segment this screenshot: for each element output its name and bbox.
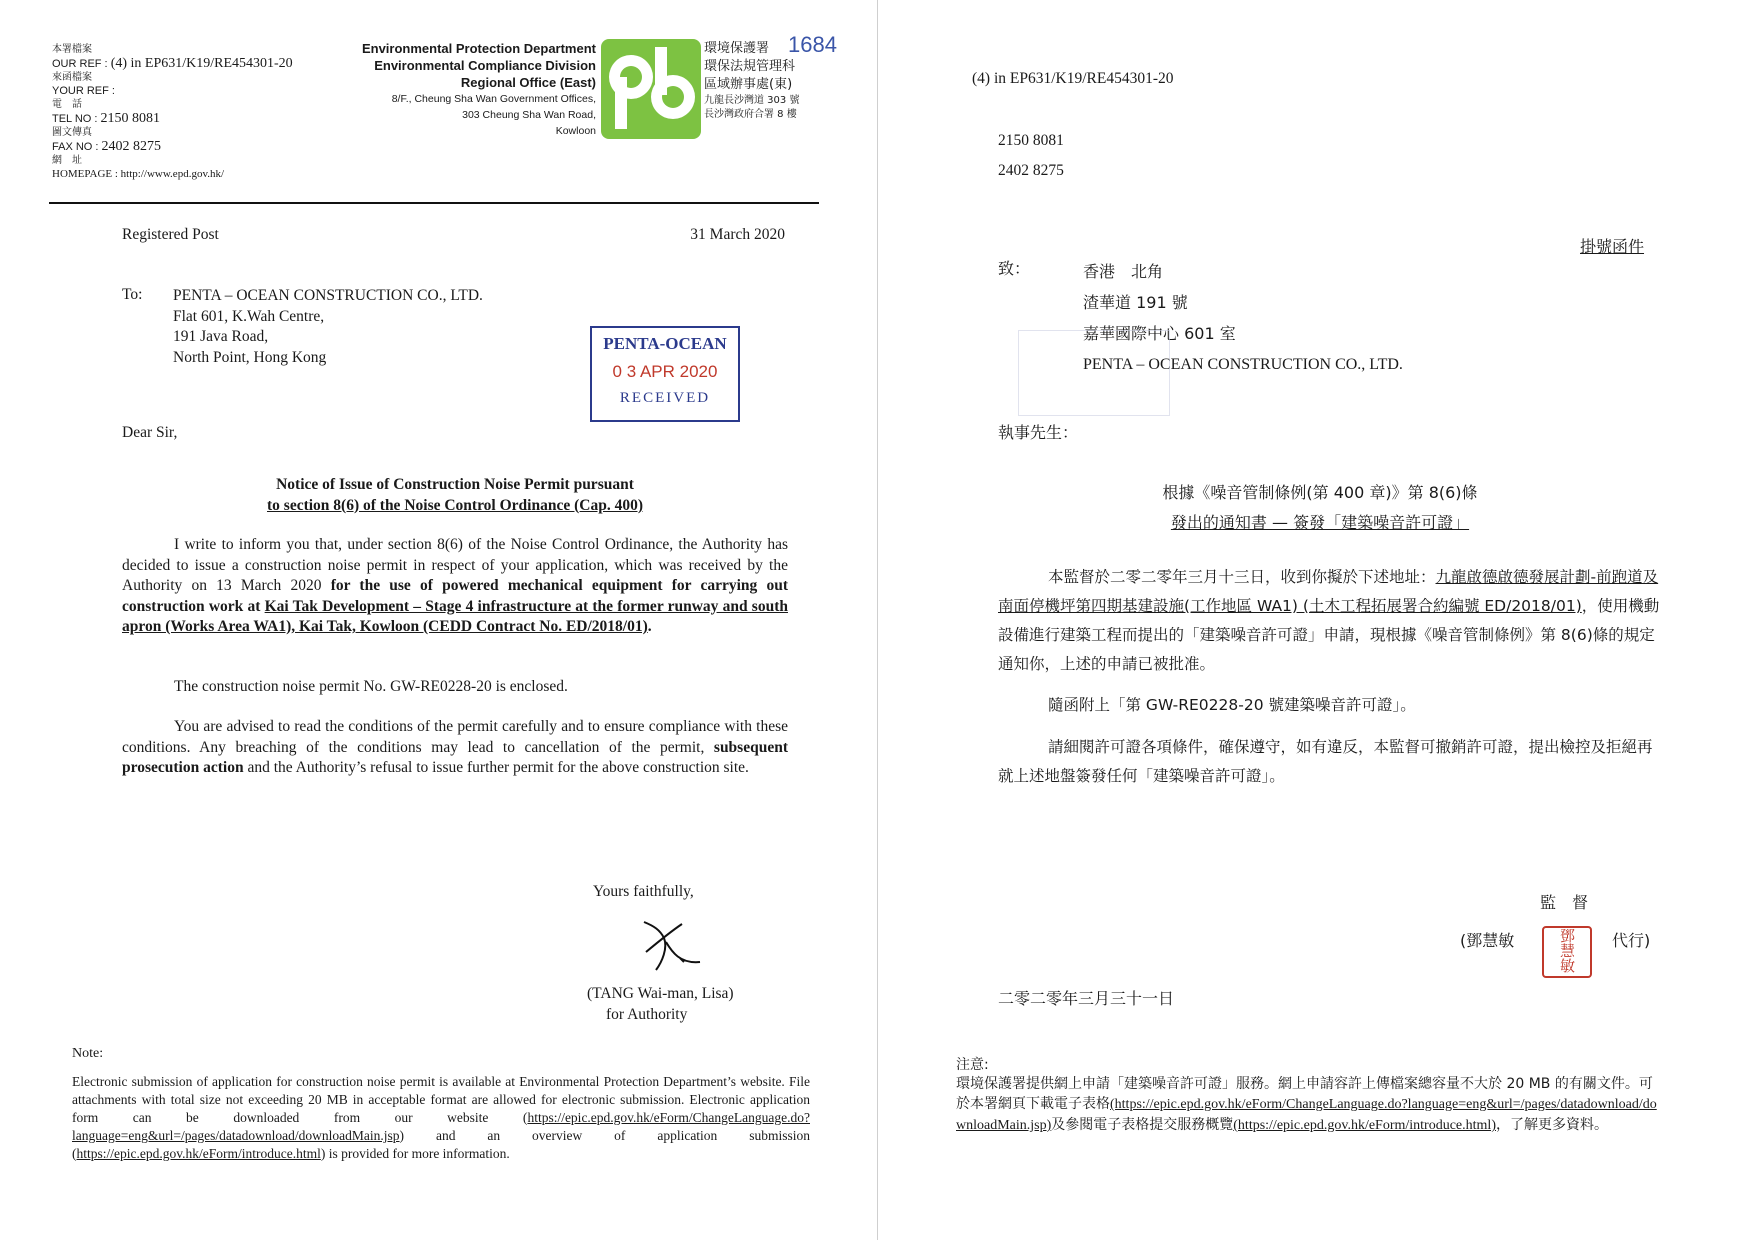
zh-note-link-download[interactable]: (https://epic.epd.gov.hk/eForm/ChangeLanguage.do?language=eng&url=/pages/datadownload/downloadMain.jsp)	[956, 1097, 1657, 1133]
addr-line1: 8/F., Cheung Sha Wan Government Offices,	[391, 93, 596, 105]
subject-line1: Notice of Issue of Construction Noise Permit pursuant	[276, 476, 634, 493]
zh-sign-suffix: 代行)	[1612, 931, 1651, 950]
zh-paragraph-3: 請細閱許可證各項條件，確保遵守，如有違反，本監督可撤銷許可證，提出檢控及拒絕再就上述地盤簽發任何「建築噪音許可證」。	[998, 738, 1653, 785]
for-authority: for Authority	[606, 1006, 688, 1023]
zh-addr2: 長沙灣政府合署 8 樓	[704, 109, 797, 120]
tel-zh: 電 話	[52, 99, 82, 110]
zh-subject-line2: 發出的通知書 — 簽發「建築噪音許可證」	[1170, 513, 1470, 532]
homepage-zh: 網 址	[52, 155, 82, 166]
homepage: HOMEPAGE : http://www.epd.gov.hk/	[52, 168, 225, 180]
registered-post: Registered Post	[122, 226, 219, 243]
addressee-line: Flat 601, K.Wah Centre,	[173, 307, 325, 325]
zh-addressee-line: 嘉華國際中心 601 室	[1083, 324, 1236, 343]
zh-para1-text: 本監督於二零二零年三月十三日，收到你擬於下述地址：	[1048, 568, 1436, 586]
signature	[636, 912, 706, 976]
page-divider	[877, 0, 878, 1240]
file-number: 1684	[788, 32, 837, 57]
para1-emphasis: for the use of powered mechanical equipment for carrying out construction work at	[122, 577, 788, 615]
zh-addressee-line: PENTA – OCEAN CONSTRUCTION CO., LTD.	[1083, 356, 1403, 373]
letter-date: 31 March 2020	[690, 226, 785, 243]
paragraph-3	[122, 717, 788, 779]
zh-note-link-overview[interactable]: (https://epic.epd.gov.hk/eForm/introduce.html)	[1233, 1118, 1496, 1133]
department-block	[300, 40, 596, 139]
stamp-company: PENTA-OCEAN	[603, 334, 727, 353]
para3-emphasis: subsequent prosecution action	[122, 738, 788, 776]
note-label: Note:	[72, 1046, 104, 1061]
addr-line3: Kowloon	[555, 125, 596, 137]
fax-value: 2402 8275	[101, 139, 162, 154]
zh-sign-prefix: (鄧慧敏	[1460, 931, 1515, 950]
zh-dept3: 區域辦事處(東)	[704, 77, 793, 92]
to-label: To:	[122, 286, 143, 303]
zh-date: 二零二零年三月三十一日	[998, 989, 1175, 1008]
zh-note-text-b: 及參閱電子表格提交服務概覽	[1051, 1117, 1234, 1133]
epd-logo	[601, 39, 701, 139]
note-text-c: ) is provided for more information.	[320, 1146, 510, 1161]
para1-text: I write to inform you that, under section 8(6) of the Noise Control Ordinance, the Authority has decided to issue a construction noise permit in respect of your application, which was received by the Authority on 13 March 2020	[122, 536, 788, 594]
zh-to-label: 致：	[998, 259, 1031, 278]
zh-seal-text: 鄧慧敏	[1558, 928, 1576, 973]
para3-text: You are advised to read the conditions of the permit carefully and to ensure compliance with these conditions. Any breaching of the conditions may lead to cancellation of the permit,	[122, 718, 788, 756]
zh-dept1: 環境保護署	[704, 41, 770, 56]
dept-line2: Environmental Compliance Division	[374, 58, 596, 73]
your-ref-zh: 來函檔案	[52, 72, 92, 83]
addressee-line: 191 Java Road,	[173, 328, 269, 345]
note-link-download[interactable]: https://epic.epd.gov.hk/eForm/ChangeLanguage.do?language=eng&url=/pages/datadownload/downloadMain.jsp	[72, 1110, 810, 1143]
our-ref-value: (4) in EP631/K19/RE454301-20	[110, 56, 293, 71]
addressee-line: North Point, Hong Kong	[173, 348, 327, 366]
letterhead-refs	[52, 44, 332, 182]
para1-end: .	[647, 618, 652, 635]
note-link-overview[interactable]: https://epic.epd.gov.hk/eForm/introduce.html	[76, 1146, 321, 1161]
note-text-a: Electronic submission of application for construction noise permit is available at Environmental Protection Department’s website. File attachments with total size not exceeding 20 MB in acceptable format are allowed for electronic submission. Electronic application form can be downloaded from our website (	[72, 1074, 810, 1125]
addr-line2: 303 Cheung Sha Wan Road,	[462, 109, 596, 121]
received-stamp	[590, 326, 740, 422]
closing: Yours faithfully,	[593, 883, 694, 900]
zh-subject-line1: 根據《噪音管制條例(第 400 章)》第 8(6)條	[1162, 483, 1478, 502]
addressee-line: PENTA – OCEAN CONSTRUCTION CO., LTD.	[173, 287, 483, 304]
note-text	[72, 1073, 810, 1163]
para3-end: and the Authority’s refusal to issue further permit for the above construction site.	[243, 759, 749, 776]
tel-label: TEL NO :	[52, 113, 98, 125]
zh-note-label: 注意:	[956, 1057, 989, 1073]
faint-stamp-imprint	[1018, 330, 1170, 416]
zh-addressee-line: 香港 北角	[1083, 262, 1164, 281]
signatory: (TANG Wai-man, Lisa)	[587, 985, 734, 1002]
stamp-date: 0 3 APR 2020	[612, 362, 718, 381]
zh-salutation: 執事先生：	[998, 423, 1079, 442]
letterhead-rule	[49, 202, 819, 204]
zh-note-text-c: ，了解更多資料。	[1495, 1117, 1608, 1133]
our-ref-zh: 本署檔案	[52, 44, 92, 55]
paragraph-1	[122, 535, 788, 638]
zh-subject	[1000, 478, 1640, 538]
zh-addressee-line: 渣華道 191 號	[1083, 293, 1188, 312]
zh-registered-post: 掛號函件	[1580, 237, 1645, 256]
tel-value: 2150 8081	[100, 111, 160, 126]
zh-fax: 2402 8275	[998, 162, 1064, 179]
subject	[122, 475, 788, 516]
zh-note-text	[956, 1074, 1664, 1136]
paragraph-2: The construction noise permit No. GW-RE0228-20 is enclosed.	[174, 678, 568, 695]
zh-para1-end: ，使用機動設備進行建築工程而提出的「建築噪音許可證」申請，現根據《噪音管制條例》第 8(6)條的規定通知你，上述的申請已被批准。	[998, 597, 1660, 673]
stamp-status: RECEIVED	[619, 390, 711, 406]
zh-addr1: 九龍長沙灣道 303 號	[704, 95, 800, 106]
fax-zh: 圖文傳真	[52, 127, 92, 138]
fax-label: FAX NO :	[52, 141, 99, 153]
zh-note-text-a: 環境保護署提供網上申請「建築噪音許可證」服務。網上申請容許上傳檔案總容量不大於 20 MB 的有關文件。可於本署網頁下載電子表格	[956, 1076, 1653, 1112]
zh-para1-site: 九龍啟德啟德發展計劃-前跑道及南面停機坪第四期基建設施(工作地區 WA1) (土木工程拓展署合約編號 ED/2018/01)	[998, 568, 1659, 615]
zh-seal	[1542, 926, 1592, 978]
zh-paragraph-2: 隨函附上「第 GW-RE0228-20 號建築噪音許可證」。	[1048, 696, 1416, 714]
addressee	[173, 286, 483, 368]
zh-dept2: 環保法規管理科	[704, 59, 796, 74]
note-text-b: ) and an overview of application submission (	[72, 1128, 810, 1161]
salutation: Dear Sir,	[122, 424, 178, 441]
para1-site: Kai Tak Development – Stage 4 infrastructure at the former runway and south apron (Works Area WA1), Kai Tak, Kowloon (CEDD Contract No. ED/2018/01)	[122, 597, 788, 635]
zh-tel: 2150 8081	[998, 132, 1064, 149]
your-ref-label: YOUR REF :	[52, 85, 115, 97]
zh-ref: (4) in EP631/K19/RE454301-20	[972, 70, 1174, 87]
dept-line3: Regional Office (East)	[460, 75, 596, 90]
dept-line1: Environmental Protection Department	[361, 41, 596, 56]
subject-line2: to section 8(6) of the Noise Control Ordinance (Cap. 400)	[267, 496, 643, 514]
zh-paragraph-1	[998, 563, 1662, 679]
our-ref-label: OUR REF :	[52, 58, 108, 70]
zh-supervisor: 監 督	[1540, 893, 1589, 912]
